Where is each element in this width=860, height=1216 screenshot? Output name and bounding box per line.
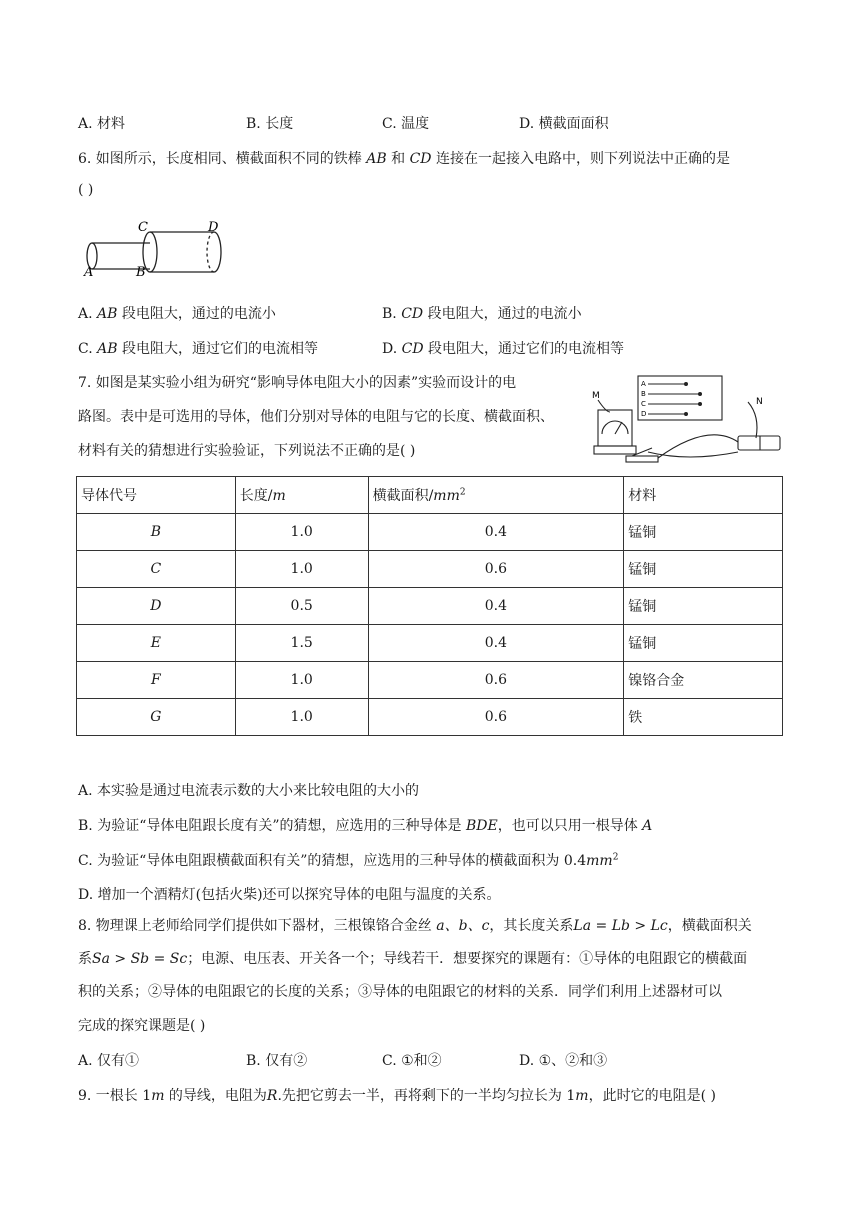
q6-fig-label-b: B (136, 265, 146, 280)
q8-stem-line1: 8. 物理课上老师给同学们提供如下器材，三根镍铬合金丝 a、b、c，其长度关系La = Lb > Lc，横截面积关 (78, 918, 752, 934)
q7-option-b: B. 为验证“导体电阻跟长度有关”的猜想，应选用的三种导体是 BDE，也可以只用一根导体 A (78, 818, 653, 834)
cell-length: 1.0 (235, 551, 368, 588)
table-row (77, 588, 783, 625)
cell-code: D (77, 588, 236, 625)
q7-stem-line1: 7. 如图是某实验小组为研究“影响导体电阻大小的因素”实验而设计的电 (78, 375, 517, 391)
q7-stem-line2: 路图。表中是可选用的导体，他们分别对导体的电阻与它的长度、横截面积、 (78, 409, 554, 425)
cell-material: 锰铜 (624, 551, 783, 588)
q6-fig-label-d: D (208, 220, 219, 235)
q8-option-d: D. ①、②和③ (519, 1053, 608, 1069)
q6-option-a: A. AB 段电阻大，通过的电流小 (78, 306, 276, 322)
cell-material: 铁 (624, 699, 783, 736)
cell-length: 1.0 (235, 514, 368, 551)
cell-area: 0.4 (368, 625, 624, 662)
q6-fig-label-c: C (138, 220, 148, 235)
cell-code: F (77, 662, 236, 699)
q8-option-b: B. 仅有② (246, 1053, 308, 1069)
q8-stem-line3: 积的关系；②导体的电阻跟它的长度的关系；③导体的电阻跟它的材料的关系．同学们利用上述器材可以 (78, 984, 722, 1000)
table-row (77, 551, 783, 588)
cell-material: 镍铬合金 (624, 662, 783, 699)
table-row (77, 514, 783, 551)
conductor-table (76, 476, 783, 736)
cell-material: 锰铜 (624, 514, 783, 551)
q6-fig-label-a: A (84, 265, 94, 280)
q6-stem: 6. 如图所示，长度相同、横截面积不同的铁棒 AB 和 CD 连接在一起接入电路中，则下列说法中正确的是 (78, 151, 730, 167)
cell-length: 1.0 (235, 699, 368, 736)
table-row (77, 662, 783, 699)
q5-option-c: C. 温度 (382, 116, 430, 132)
cell-length: 0.5 (235, 588, 368, 625)
q7-circuit-figure (588, 372, 790, 470)
q7-fig-row-c: C (641, 400, 646, 408)
q8-option-a: A. 仅有① (78, 1053, 140, 1069)
q7-fig-row-d: D (641, 410, 647, 418)
q8-stem-line2: 系Sa > Sb = Sc；电源、电压表、开关各一个；导线若干．想要探究的课题有：①导体的电阻跟它的横截面 (78, 951, 748, 967)
cell-material: 锰铜 (624, 588, 783, 625)
table-row (77, 699, 783, 736)
cell-code: B (77, 514, 236, 551)
cell-area: 0.4 (368, 514, 624, 551)
header-area: 横截面积$/mm^2$ (368, 477, 624, 514)
header-length: 长度/m (235, 477, 368, 514)
q9-stem: 9. 一根长 1m 的导线，电阻为R.先把它剪去一半，再将剩下的一半均匀拉长为 1m，此时它的电阻是( ) (78, 1088, 716, 1104)
header-code: 导体代号 (77, 477, 236, 514)
q6-rod-figure (80, 218, 230, 280)
cell-code: C (77, 551, 236, 588)
table-row (77, 625, 783, 662)
q7-option-d: D. 增加一个酒精灯(包括火柴)还可以探究导体的电阻与温度的关系。 (78, 887, 501, 903)
q6-option-d: D. CD 段电阻大，通过它们的电流相等 (382, 341, 625, 357)
q7-fig-label-m: M (592, 391, 600, 401)
q6-option-c: C. AB 段电阻大，通过它们的电流相等 (78, 341, 318, 357)
cell-length: 1.5 (235, 625, 368, 662)
q7-fig-row-a: A (641, 380, 646, 388)
cell-area: 0.6 (368, 551, 624, 588)
q7-fig-row-b: B (641, 390, 646, 398)
q7-fig-label-n: N (756, 397, 763, 407)
q7-option-a: A. 本实验是通过电流表示数的大小来比较电阻的大小的 (78, 783, 420, 799)
q8-stem-line4: 完成的探究课题是( ) (78, 1018, 206, 1034)
cell-code: G (77, 699, 236, 736)
cell-area: 0.6 (368, 699, 624, 736)
q5-option-a: A. 材料 (78, 116, 126, 132)
q5-option-d: D. 横截面面积 (519, 116, 609, 132)
q8-option-c: C. ①和② (382, 1053, 442, 1069)
cell-area: 0.4 (368, 588, 624, 625)
q6-option-b: B. CD 段电阻大，通过的电流小 (382, 306, 582, 322)
q5-option-b: B. 长度 (246, 116, 294, 132)
q7-stem-line3: 材料有关的猜想进行实验验证，下列说法不正确的是( ) (78, 443, 416, 459)
table-header-row (77, 477, 783, 514)
cell-area: 0.6 (368, 662, 624, 699)
cell-material: 锰铜 (624, 625, 783, 662)
header-material: 材料 (624, 477, 783, 514)
cell-code: E (77, 625, 236, 662)
q7-option-c: C. 为验证“导体电阻跟横截面积有关”的猜想，应选用的三种导体的横截面积为 $0.4mm^2$ (78, 852, 619, 869)
q6-answer-paren: ( ) (78, 182, 94, 198)
cell-length: 1.0 (235, 662, 368, 699)
